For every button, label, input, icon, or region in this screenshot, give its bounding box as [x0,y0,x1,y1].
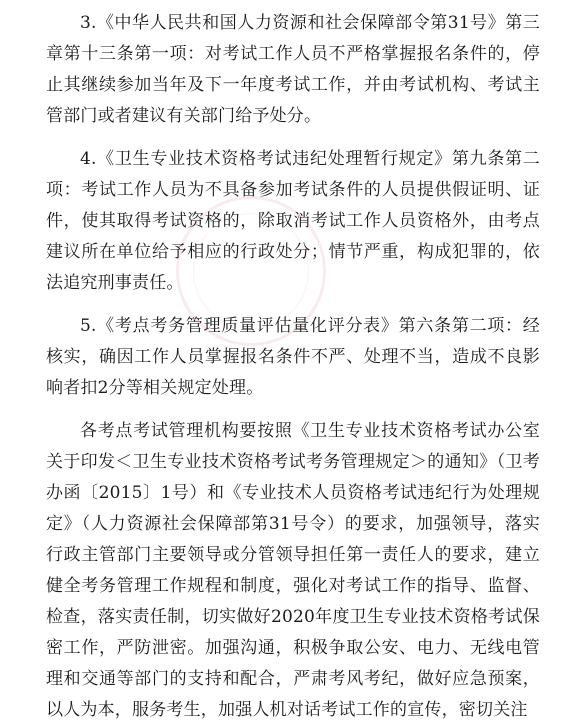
paragraph-requirements: 各考点考试管理机构要按照《卫生专业技术资格考试办公室关于印发＜卫生专业技术资格考试考务管理规定＞的通知》（卫考办函〔2015〕1号）和《专业技术人员资格考试违纪行为处理规定》（人力资源社会保障部第31号令）的要求，加强领导，落实行政主管部门主要领导或分管领导担任第一责任人的要求，建立健全考务管理工作规程和制度，强化对考试工作的指导、监督、检查，落实责任制，切实做好2020年度卫生专业技术资格考试保密工作，严防泄密。加强沟通，积极争取公安、电力、无线电管理和交通等部门的支持和配合，严肃考风考纪，做好应急预案，以人为本，服务考生，加强人机对话考试工作的宣传，密切关注 [46,421,540,720]
paragraph-item-5: 5.《考点考务管理质量评估量化评分表》第六条第二项：经核实，确因工作人员掌握报名条件不严、处理不当，造成不良影响者扣2分等相关规定处理。 [46,316,540,398]
paragraph-item-4: 4.《卫生专业技术资格考试违纪处理暂行规定》第九条第二项：考试工作人员为不具备参加考试条件的人员提供假证明、证件，使其取得考试资格的，除取消考试工作人员资格外，由考点建议所在单位给予相应的行政处分；情节严重，构成犯罪的，依法追究刑事责任。 [46,149,540,293]
paragraph-item-3: 3.《中华人民共和国人力资源和社会保障部令第31号》第三章第十三条第一项：对考试工作人员不严格掌握报名条件的，停止其继续参加当年及下一年度考试工作，并由考试机构、考试主管部门或者建议有关部门给予处分。 [46,13,540,126]
